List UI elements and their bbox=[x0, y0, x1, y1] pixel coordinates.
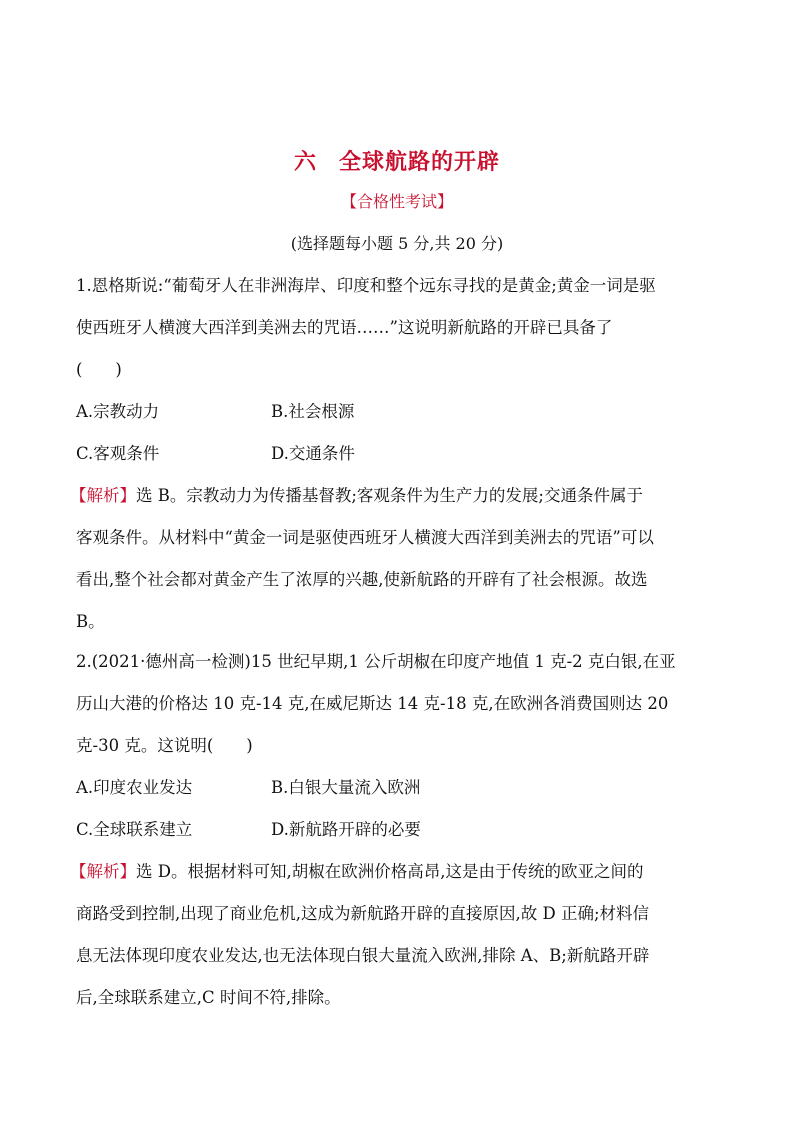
option-d: D.交通条件 bbox=[271, 444, 355, 463]
option-c: C.客观条件 bbox=[76, 444, 160, 463]
question-2-line-1: 2.(2021·德州高一检测)15 世纪早期,1 公斤胡椒在印度产地值 1 克-2 克白银,在亚 bbox=[76, 652, 676, 671]
question-2-options-row-1 bbox=[76, 774, 716, 798]
question-2-line-3: 克-30 克。这说明( ) bbox=[76, 736, 253, 755]
chapter-title: 全球航路的开辟 bbox=[339, 149, 501, 175]
question-1-analysis-line-2: 客观条件。从材料中“黄金一词是驱使西班牙人横渡大西洋到美洲去的咒语”可以 bbox=[76, 528, 654, 547]
page-title bbox=[0, 145, 794, 176]
question-1-line-2: 使西班牙人横渡大西洋到美洲去的咒语……”这说明新航路的开辟已具备了 bbox=[76, 318, 613, 337]
question-2-analysis-line-1 bbox=[70, 858, 643, 882]
analysis-text: 选 D。根据材料可知,胡椒在欧洲价格高昂,这是由于传统的欧亚之间的 bbox=[136, 862, 644, 881]
analysis-tag: 【解析】 bbox=[70, 862, 136, 881]
analysis-tag: 【解析】 bbox=[70, 486, 136, 505]
question-1-analysis-line-4: B。 bbox=[76, 612, 105, 631]
question-1-options-row-1 bbox=[76, 398, 716, 422]
option-b: B.社会根源 bbox=[271, 402, 355, 421]
exam-type-heading: 【合格性考试】 bbox=[340, 192, 453, 211]
question-1-analysis-line-1 bbox=[70, 482, 643, 506]
option-a: A.宗教动力 bbox=[76, 402, 160, 421]
option-a: A.印度农业发达 bbox=[76, 778, 193, 797]
question-1-line-3: ( ) bbox=[76, 360, 122, 379]
chapter-number: 六 bbox=[293, 149, 317, 175]
question-1-line-1: 1.恩格斯说:“葡萄牙人在非洲海岸、印度和整个远东寻找的是黄金;黄金一词是驱 bbox=[76, 276, 656, 295]
option-d: D.新航路开辟的必要 bbox=[271, 820, 421, 839]
question-1-analysis-line-3: 看出,整个社会都对黄金产生了浓厚的兴趣,使新航路的开辟有了社会根源。故选 bbox=[76, 570, 648, 589]
question-1-options-row-2 bbox=[76, 440, 716, 464]
scoring-note: (选择题每小题 5 分,共 20 分) bbox=[290, 234, 504, 253]
option-b: B.白银大量流入欧洲 bbox=[271, 778, 421, 797]
question-2-analysis-line-3: 息无法体现印度农业发达,也无法体现白银大量流入欧洲,排除 A、B;新航路开辟 bbox=[76, 946, 650, 965]
question-2-line-2: 历山大港的价格达 10 克-14 克,在威尼斯达 14 克-18 克,在欧洲各消费国则达 20 bbox=[76, 694, 669, 713]
question-2-options-row-2 bbox=[76, 816, 716, 840]
question-2-analysis-line-4: 后,全球联系建立,C 时间不符,排除。 bbox=[76, 988, 341, 1007]
question-2-analysis-line-2: 商路受到控制,出现了商业危机,这成为新航路开辟的直接原因,故 D 正确;材料信 bbox=[76, 904, 650, 923]
option-c: C.全球联系建立 bbox=[76, 820, 193, 839]
analysis-text: 选 B。宗教动力为传播基督教;客观条件为生产力的发展;交通条件属于 bbox=[136, 486, 643, 505]
